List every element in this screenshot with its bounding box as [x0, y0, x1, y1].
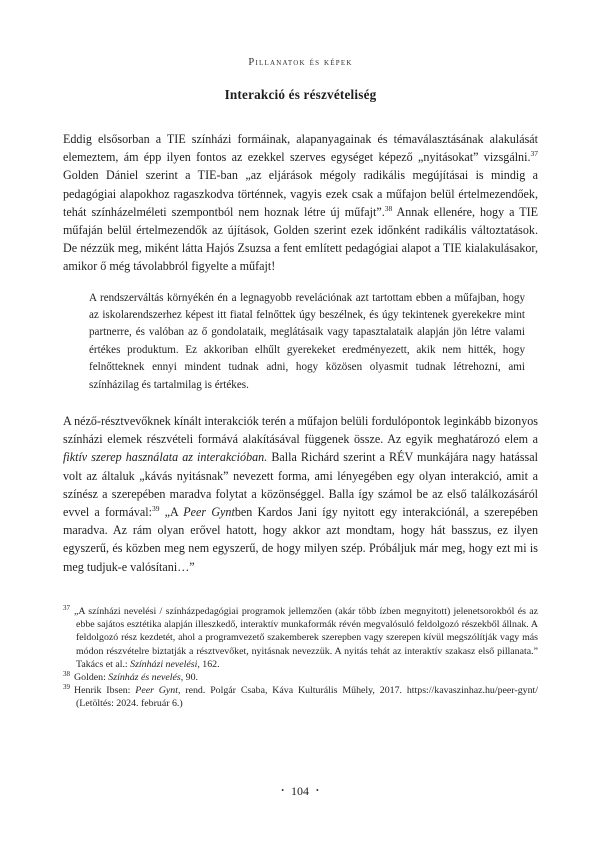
- footnote-number: 39: [63, 682, 70, 691]
- page-number-value: 104: [291, 784, 309, 798]
- footnote-number: 38: [63, 669, 70, 678]
- page-number-right-bullet: •: [316, 786, 319, 795]
- footnote-39: [63, 684, 538, 710]
- footnotes-section: [63, 605, 538, 711]
- footnote-text: „A színházi nevelési / színházpedagógiai programok jellemzően (akár több ízben megnyitott) jelenetsorokból és az ebbe sajátos esztétika alapján illeszkedő, interaktív munkaformák révén megvalósuló feldolgozó részekből állnak. A feldolgozó rész kezdetét, ahol a programvezető szakemberek szerepben vagy szerepen kívül megszólítják vagy más módon részvételre biztatják a résztvevőket, nyitásnak nevezzük. A nyitás tehát az interaktív szakasz első pillanata.” Takács et al.: Színházi nevelési, 162.: [74, 605, 538, 670]
- page-number: [0, 784, 600, 799]
- paragraph-interactions: A néző-résztvevőknek kínált interakciók terén a műfajon belüli fordulópontok leginkább bizonyos színházi elemek részvételi formává alakításával függenek össze. Az egyik meghatározó elem a fiktív szerep használata az interakcióban. Balla Richárd szerint a RÉV munkájára nagy hatással volt az általuk „kávás nyitásnak” nevezett forma, ami lényegében egy olyan interakció, amit a színész a szerepében maradva folytat a közönséggel. Balla így számol be az első találkozásáról evvel a formával:$^{39}$ „A Peer Gyntben Kardos Jani így nyitott egy interakciónál, a szerepében maradva. Az rám olyan erővel hatott, hogy akkor azt mondtam, hogy hát basszus, ez ilyen egyszerű, és közben meg nem egyszerű, de hogy milyen szép. Próbáljuk már meg, hogy ezt mi is meg tudjuk-e valósítani…”: [63, 414, 538, 574]
- footnote-text: Golden: Színház és nevelés, 90.: [74, 671, 198, 683]
- running-head: Pillanatok és képek: [248, 57, 353, 68]
- blockquote-hajos-zsuzsa: A rendszerváltás környékén én a legnagyobb revelációnak azt tartottam ebben a műfajban, hogy az iskolarendszerhez képest itt fiatal felnőttek úgy beszélnek, és úgy tekintenek gyerekekre mint partnerre, és valóban az ő gondolataik, meglátásaik vagy tapasztalataik alapján jön létre valami értékes produktum. Ez akkoriban elhűlt gyerekeket eredményezett, akik nem hitték, hogy felnőtteknek ennyi mindent tudnak adni, hogy közösen olyasmit tudnak létrehozni, ami színházilag és tartalmilag is értékes.: [89, 291, 525, 391]
- page-number-left-bullet: •: [281, 786, 284, 795]
- footnote-number: 37: [63, 603, 70, 612]
- paragraph-intro: Eddig elsősorban a TIE színházi formáinak, alapanyagainak és témaválasztásának alakulását elemeztem, ám épp ilyen fontos az ezekkel szerves egységet képező „nyitásokat” vizsgálni.$^{37}$ Golden Dániel szerint a TIE-ban „az eljárások mégoly radikális megújításai is mindig a pedagógiai alapokhoz ragaszkodva történnek, vagyis ezek csak a műfajon belül értelmezendőek, tehát színházelméleti szempontból nem hoznak létre új műfajt”.$^{38}$ Annak ellenére, hogy a TIE műfaján belül értelmezendők az újítások, Golden szerint ezek időnként radikális változtatások. De nézzük meg, miként látta Hajós Zsuzsa a fent említett pedagógiai alapot a TIE kialakulásakor, amikor ő még távolabbról figyelte a műfajt!: [63, 132, 538, 274]
- section-title: Interakció és részvételiség: [224, 87, 377, 102]
- footnote-text: Henrik Ibsen: Peer Gynt, rend. Polgár Csaba, Káva Kulturális Műhely, 2017. https://kavaszinhaz.hu/peer-gynt/ (Letöltés: 2024. február 6.): [74, 685, 538, 710]
- footnote-37: [63, 605, 538, 671]
- footnote-38: [63, 671, 538, 684]
